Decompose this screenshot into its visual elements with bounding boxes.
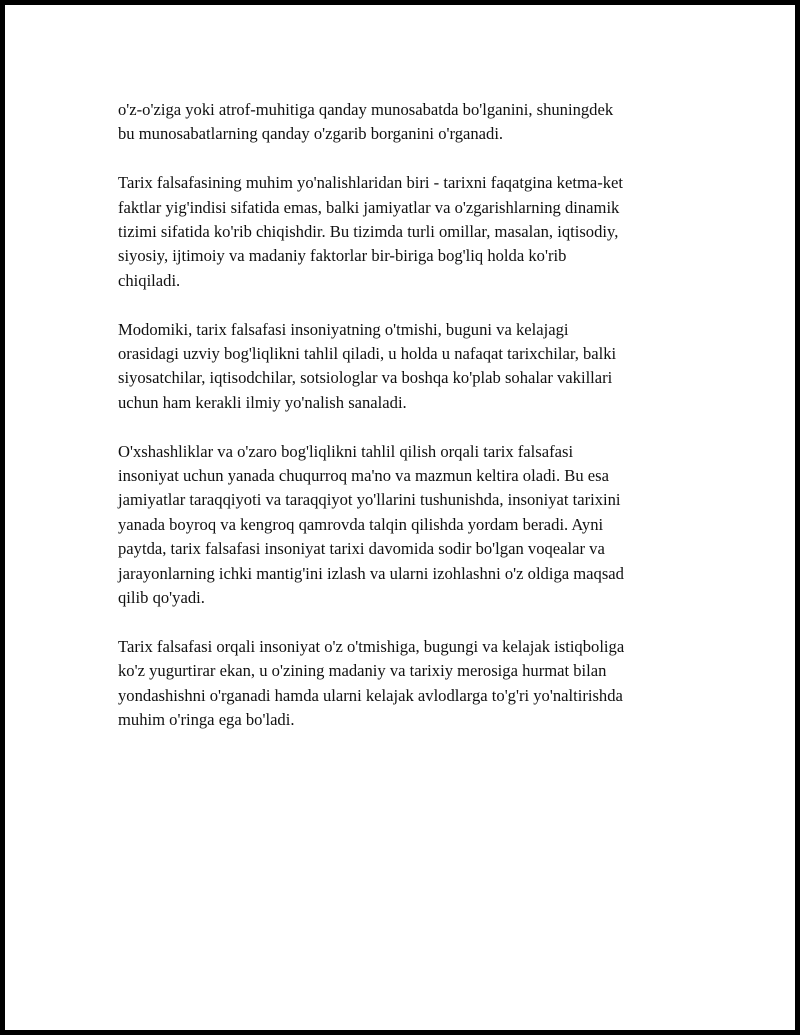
text-line: bu munosabatlarning qanday o'zgarib borganini o'rganadi. [118,124,504,144]
text-line: orasidagi uzviy bog'liqlikni tahlil qiladi, u holda u nafaqat tarixchilar, balki [118,344,617,364]
text-line: o'z-o'ziga yoki atrof-muhitiga qanday munosabatda bo'lganini, shuningdek [118,100,614,119]
text-line: yondashishni o'rganadi hamda ularni kelajak avlodlarga to'g'ri yo'naltirishda [118,685,623,705]
document-body [118,98,698,757]
text-line: muhim o'ringa ega bo'ladi. [118,710,295,730]
text-line: insoniyat uchun yanada chuqurroq ma'no va mazmun keltira oladi. Bu esa [118,466,609,486]
text-line: siyosiy, ijtimoiy va madaniy faktorlar bir-biriga bog'liq holda ko'rib [118,246,567,266]
text-line: faktlar yig'indisi sifatida emas, balki jamiyatlar va o'zgarishlarning dinamik [118,197,620,217]
paragraph-2 [118,171,698,293]
text-line: Tarix falsafasining muhim yo'nalishlaridan biri - tarixni faqatgina ketma-ket [118,173,624,193]
paragraph-3 [118,318,698,416]
text-line: Tarix falsafasi orqali insoniyat o'z o'tmishiga, bugungi va kelajak istiqboliga [118,636,625,656]
text-line: O'xshashliklar va o'zaro bog'liqlikni tahlil qilish orqali tarix falsafasi [118,441,574,461]
text-line: tizimi sifatida ko'rib chiqishdir. Bu tizimda turli omillar, masalan, iqtisodiy, [118,222,619,242]
paragraph-5 [118,635,698,733]
text-line: jamiyatlar taraqqiyoti va taraqqiyot yo'llarini tushunishda, insoniyat tarixini [118,490,621,510]
text-line: paytda, tarix falsafasi insoniyat tarixi davomida sodir bo'lgan voqealar va [118,539,605,559]
text-line: chiqiladi. [118,270,181,290]
text-line: Modomiki, tarix falsafasi insoniyatning o'tmishi, buguni va kelajagi [118,319,569,339]
text-line: uchun ham kerakli ilmiy yo'nalish sanaladi. [118,392,407,412]
paragraph-4 [118,440,698,611]
text-line: yanada boyroq va kengroq qamrovda talqin qilishda yordam beradi. Ayni [118,514,604,534]
text-line: siyosatchilar, iqtisodchilar, sotsiologlar va boshqa ko'plab sohalar vakillari [118,368,613,388]
text-line: qilib qo'yadi. [118,588,205,608]
text-line: ko'z yugurtirar ekan, u o'zining madaniy va tarixiy merosiga hurmat bilan [118,661,607,681]
text-line: jarayonlarning ichki mantig'ini izlash va ularni izohlashni o'z oldiga maqsad [118,563,624,583]
paragraph-1 [118,98,698,147]
